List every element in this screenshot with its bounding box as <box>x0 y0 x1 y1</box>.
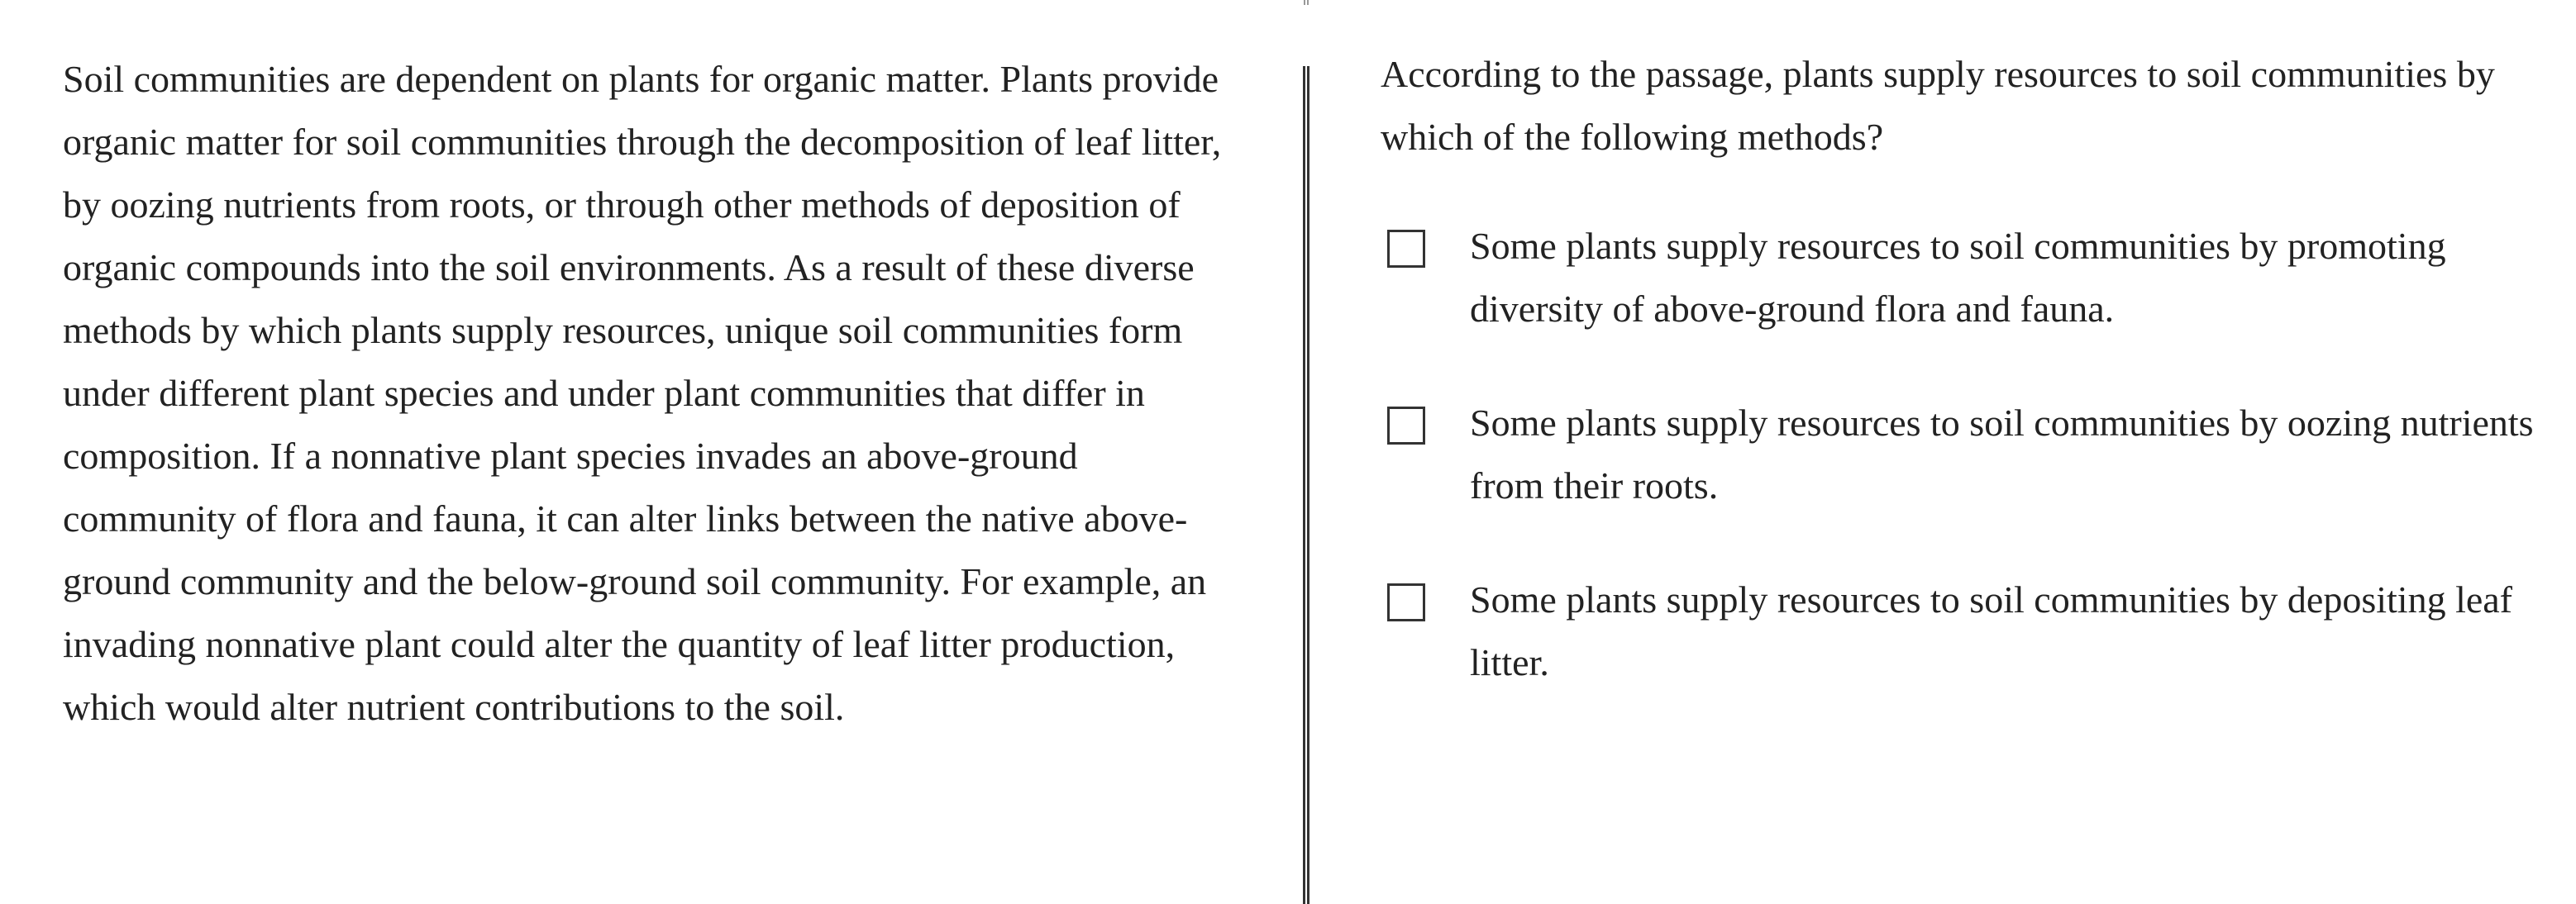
answer-choice-1[interactable] <box>1381 215 2538 340</box>
answer-choice-1-label: Some plants supply resources to soil communities by promoting diversity of above-ground flora and fauna. <box>1470 225 2446 330</box>
answer-choice-2[interactable] <box>1381 392 2538 517</box>
answer-choice-3[interactable] <box>1381 569 2538 694</box>
pane-divider[interactable] <box>1303 66 1309 904</box>
passage-text: Soil communities are dependent on plants for organic matter. Plants provide organic matter for soil communities through the decomposition of leaf litter, by oozing nutrients from roots, or through other methods of deposition of organic compounds into the soil environments. As a result of these diverse methods by which plants supply resources, unique soil communities form under different plant species and under plant communities that differ in composition. If a nonnative plant species invades an above-ground community of flora and fauna, it can alter links between the native above-ground community and the below-ground soil community. For example, an invading nonnative plant could alter the quantity of leaf litter production, which would alter nutrient contributions to the soil. <box>63 58 1222 728</box>
answer-choice-2-label: Some plants supply resources to soil communities by oozing nutrients from their roots. <box>1470 402 2534 507</box>
passage-pane <box>63 48 1253 739</box>
question-pane <box>1381 43 2538 683</box>
pane-resize-handle[interactable] <box>1304 0 1309 5</box>
checkbox-1[interactable] <box>1387 230 1425 268</box>
answer-choice-3-label: Some plants supply resources to soil communities by depositing leaf litter. <box>1470 578 2513 683</box>
question-stem: According to the passage, plants supply resources to soil communities by which of the following methods? <box>1381 53 2495 158</box>
checkbox-3[interactable] <box>1387 583 1425 621</box>
checkbox-2[interactable] <box>1387 407 1425 445</box>
